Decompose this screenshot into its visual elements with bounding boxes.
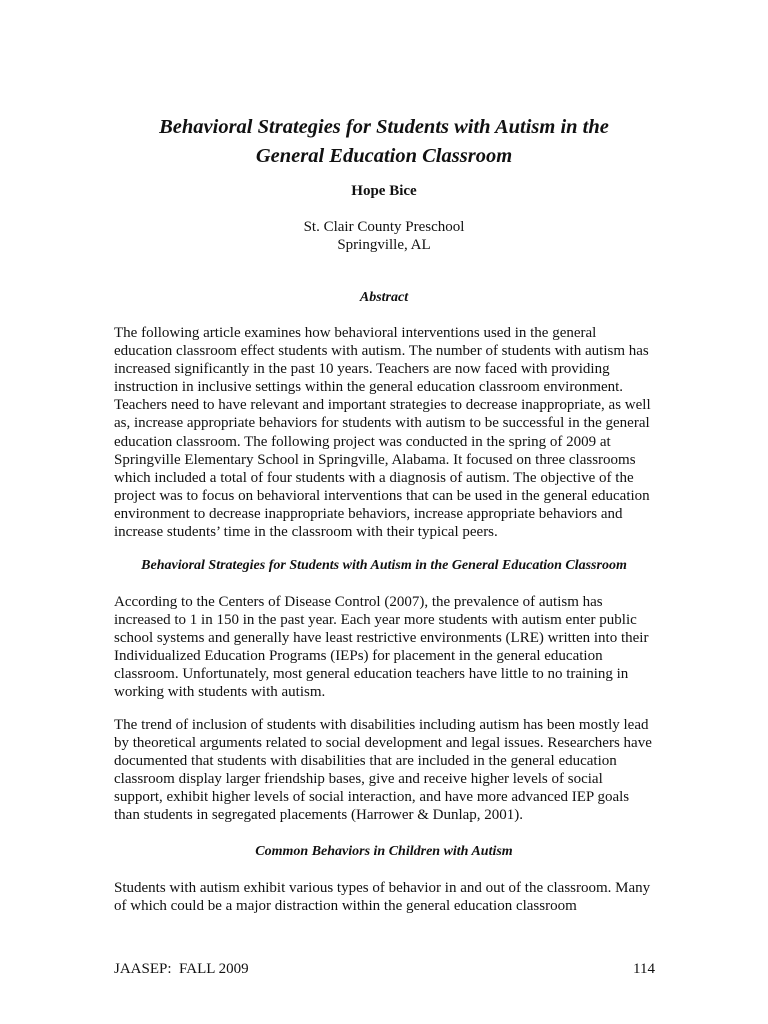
text-line: According to the Centers of Disease Control (2007), the prevalence of autism has [114, 594, 603, 610]
text-line: education classroom. The following project was conducted in the spring of 2009 at [114, 433, 611, 450]
text-line: increased to 1 in 150 in the past year. Each year more students with autism enter public [114, 612, 637, 629]
text-line: school systems and generally have least restrictive environments (LRE) written into their [114, 630, 649, 647]
abstract-paragraph [114, 324, 662, 541]
text-line: Springville Elementary School in Springville, Alabama. It focused on three classrooms [114, 451, 636, 468]
text-line: documented that students with disabilities that are included in the general education [114, 753, 617, 770]
title-line: Behavioral Strategies for Students with Autism in the [159, 116, 609, 138]
text-line: The trend of inclusion of students with disabilities including autism has been mostly lead [114, 717, 649, 733]
text-line: instruction in inclusive settings within the general education classroom environment. [114, 379, 624, 396]
text-line: than students in segregated placements (Harrower & Dunlap, 2001). [114, 807, 524, 824]
text-line: education classroom effect students with autism. The number of students with autism has [114, 343, 649, 360]
text-line: which included a total of four students with a diagnosis of autism. The objective of the [114, 469, 634, 486]
text-line: classroom. Unfortunately, most general education teachers have little to no training in [114, 666, 629, 683]
text-line: Teachers need to have relevant and important strategies to decrease inappropriate, as well [114, 397, 651, 414]
abstract-heading: Abstract [359, 290, 409, 305]
title-line: General Education Classroom [255, 145, 513, 167]
body-paragraph [114, 879, 662, 915]
text-line: as, increase appropriate behaviors for students with autism to be successful in the general [114, 415, 650, 432]
text-line: by theoretical arguments related to social development and legal issues. Researchers have [114, 735, 652, 752]
author-affiliation [0, 218, 768, 254]
text-line: Students with autism exhibit various types of behavior in and out of the classroom. Many [114, 880, 651, 896]
text-line: support, exhibit higher levels of social interaction, and have more advanced IEP goals [114, 789, 630, 806]
author-name: Hope Bice [351, 183, 417, 199]
section-heading: Behavioral Strategies for Students with Autism in the General Education Classroom [141, 558, 627, 573]
text-line: The following article examines how behavioral interventions used in the general [114, 325, 597, 341]
text-line: Individualized Education Programs (IEPs) for placement in the general education [114, 648, 603, 665]
affiliation-line: St. Clair County Preschool [303, 219, 465, 235]
article-title [100, 113, 668, 171]
footer-journal: JAASEP: FALL 2009 [114, 961, 249, 977]
text-line: increased significantly in the past 10 years. Teachers are now faced with providing [114, 361, 610, 378]
text-line: classroom display larger friendship bases, give and receive higher levels of social [114, 771, 603, 788]
section-heading: Common Behaviors in Children with Autism [255, 844, 513, 859]
body-paragraph [114, 593, 662, 702]
text-line: environment to decrease inappropriate behaviors, increase appropriate behaviors and [114, 505, 623, 522]
text-line: working with students with autism. [114, 684, 326, 701]
affiliation-line: Springville, AL [337, 237, 431, 253]
text-line: project was to focus on behavioral interventions that can be used in the general education [114, 487, 650, 504]
text-line: increase students’ time in the classroom with their typical peers. [114, 524, 498, 541]
body-paragraph [114, 716, 662, 825]
text-line: of which could be a major distraction within the general education classroom [114, 898, 577, 915]
footer-page-number: 114 [633, 961, 655, 977]
